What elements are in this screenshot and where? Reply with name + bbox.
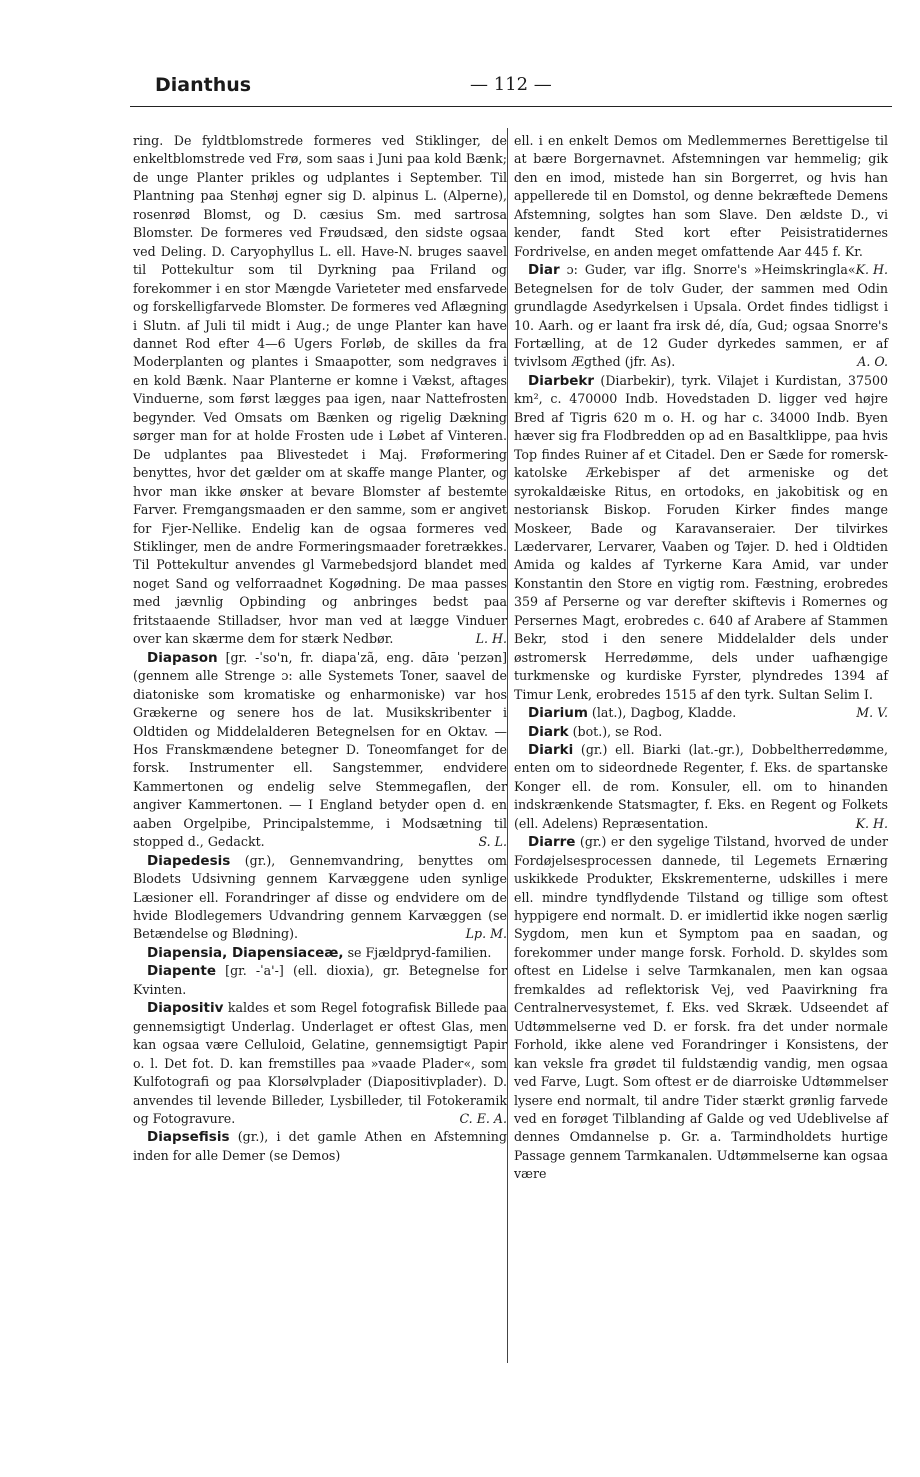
- entry-text: (gr.) ell. Biarki (lat.-gr.), Dobbeltherredømme, enten om to sideordnede Regenter, f. Eks. de spartanske Konger ell. de rom. Konsuler, ell. om to hinanden indskrænkende Statsmagter, f. Eks. en Regent og Folkets (ell. Adelens) Repræsentation.: [514, 741, 888, 831]
- entry-text: se Fjældpryd-familien.: [347, 944, 492, 960]
- dictionary-entry: [133, 1128, 507, 1165]
- continued-text: [133, 132, 507, 649]
- page-header: [155, 74, 767, 104]
- dictionary-entry: [133, 852, 507, 944]
- author-signature: K. H.: [855, 262, 888, 278]
- entry-text: ell. i en enkelt Demos om Medlemmernes Berettigelse til at bære Borgernavnet. Afstemningen var hemmelig; gik den en imod, mistede han sin Borgerret, og hvis han appellerede til en Domstol, og denne bekræftede Demens Afstemning, solgtes han som Slave. Den ældste D., vi kender, fandt Sted kort efter Peisistratidernes Fordrivelse, en anden meget omfattende Aar 445 f. Kr.: [514, 133, 888, 259]
- entry-text: ring. De fyldtblomstrede formeres ved Stiklinger, de enkeltblomstrede ved Frø, som saas i Juni paa kold Bænk; de unge Planter prikles og udplantes i September. Til Plantning paa Stenhøj egner sig D. alpinus L. (Alperne), rosenrød Blomst, og D. cæsius Sm. med sartrosa Blomster. De formeres ved Frøudsæd, den sidste ogsaa ved Deling. D. Caryophyllus L. ell. Have-N. bruges saavel til Pottekultur som til Dyrkning paa Friland og forekommer i en stor Mængde Varieteter med ensfarvede og forskelligfarvede Blomster. De formeres ved Aflægning i Slutn. af Juli til midt i Aug.; de unge Planter kan have dannet Rod efter 4—6 Ugers Forløb, de skilles da fra Moderplanten og plantes i Smaapotter, som nedgraves i en kold Bænk. Naar Planterne er komne i Vækst, aftages Vinduerne, som først lægges paa igen, naar Nattefrosten begynder. Ved Omsats om Bænken og rigelig Dækning sørger man for at holde Frosten ude i Løbet af Vinteren. De udplantes paa Blivestedet i Maj. Frøformering benyttes, hvor det gælder om at skaffe mange Planter, og hvor man ikke ønsker at bevare Blomster af bestemte Farver. Fremgangsmaaden er den samme, som er angivet for Fjer-Nellike. Endelig kan de ogsaa formeres ved Stiklinger, men de andre Formeringsmaader foretrækkes. Til Pottekultur anvendes gl Varmebedsjord blandet med noget Sand og velforraadnet Kogødning. De maa passes med jævnlig Opbinding og anbringes bedst paa fritstaaende Stilladser, hvor man ved at lægge Vinduer over kan skærme dem for stærk Nedbør.: [133, 133, 507, 647]
- author-signature: Lp. M.: [465, 926, 507, 942]
- entry-text: [gr. -ˈso'n, fr. diapaˈzã, eng. dāɪə ˈpeɪzən] (gennem alle Strenge ɔ: alle Systemets Toner, saavel de diatoniske som kromatiske og enharmoniske) var hos Grækerne og senere hos de lat. Musikskribenter i Oldtiden og Middelalderen Betegnelsen for en Oktav. — Hos Franskmændene betegner D. Toneomfanget for de forsk. Instrumenter ell. Sangstemmer, endvidere Kammertonen og endelig selve Stemmegaflen, der angiver Kammertonen. — I England betyder open d. en aaben Orgelpibe, Principalstemme, i Modsætning til stopped d., Gedackt.: [133, 649, 507, 850]
- author-signature: M. V.: [856, 705, 888, 721]
- entry-text: (gr.), Gennemvandring, benyttes om Blodets Udsivning gennem Karvæggene uden synlige Læsioner ell. Forandringer af disse og endvidere om de hvide Blodlegemers Udvandring gennem Karvæggen (se Betændelse og Blødning).: [133, 852, 507, 942]
- dictionary-entry: [133, 999, 507, 1128]
- column-divider: [507, 128, 508, 1363]
- dictionary-entry: [514, 261, 888, 372]
- dictionary-entry: [514, 723, 888, 741]
- running-head: Dianthus: [155, 74, 252, 96]
- author-signature: C. E. A.: [459, 1111, 507, 1127]
- header-rule: [130, 106, 892, 107]
- headword: Diarium: [528, 705, 588, 722]
- dictionary-entry: [133, 649, 507, 852]
- entry-text: (gr.) er den sygelige Tilstand, hvorved de under Fordøjelsesprocessen dannede, til Legemets Ernæring uskikkede Produkter, Ekskrementerne, udskilles i mere ell. mindre tyndflydende Tilstand og tillige som oftest hyppigere end normalt. D. er imidlertid ikke nogen særlig Sygdom, men kun et Symptom paa en saadan, og forekommer under mange forsk. Forhold. D. skyldes som oftest en Lidelse i selve Tarmkanalen, men kan ogsaa fremkaldes ad reflektorisk Vej, ved Paavirkning fra Centralnervesystemet, f. Eks. ved Skræk. Udseendet af Udtømmelserne ved D. er forsk. fra det under normale Forhold, ikke alene ved Forandringer i Konsistens, der kan veksle fra grødet til fuldstændig vandig, men ogsaa ved Farve, Lugt. Som oftest er de diarroiske Udtømmelser lysere end normalt, til andre Tider stærkt grønlig farvede ved en forøget Tilblanding af Galde og ved Udeblivelse af dennes Omdannelse p. Gr. a. Tarmindholdets hurtige Passage gennem Tarmkanalen. Udtømmelserne kan ogsaa være: [514, 834, 889, 1182]
- headword: Diapensia, Diapensiaceæ,: [147, 944, 344, 961]
- headword: Diapositiv: [147, 1000, 224, 1017]
- headword: Diapedesis: [147, 852, 231, 869]
- author-signature: S. L.: [478, 834, 507, 850]
- page-number: — 112 —: [470, 74, 552, 95]
- headword: Diark: [528, 723, 569, 740]
- author-signature: L. H.: [475, 631, 507, 647]
- dictionary-entry: [133, 944, 507, 962]
- headword: Diapente: [147, 963, 216, 980]
- headword: Diar: [528, 262, 560, 279]
- right-column: [514, 132, 888, 1184]
- headword: Diapason: [147, 649, 218, 666]
- dictionary-entry: [514, 741, 888, 833]
- entry-text: (gr.), i det gamle Athen en Afstemning inden for alle Demer (se Demos): [133, 1129, 507, 1163]
- headword: Diarre: [528, 834, 576, 851]
- headword: Diapsefisis: [147, 1129, 230, 1146]
- entry-text: ɔ: Guder, var iflg. Snorre's »Heimskringla« Betegnelsen for de tolv Guder, der sammen med Odin grundlagde Asedyrkelsen i Upsala. Ordet findes tidligst i 10. Aarh. og er laant fra irsk dé, día, Gud; ogsaa Snorre's Fortælling, at de 12 Guder dyrkedes sammen, er af tvivlsom Ægthed (jfr. As).: [514, 262, 888, 370]
- author-signature: A. O.: [857, 354, 888, 370]
- entry-text: kaldes et som Regel fotografisk Billede paa gennemsigtigt Underlag. Underlaget er oftest Glas, men kan ogsaa være Celluloid, Gelatine, gennemsigtigt Papir o. l. Det fot. D. kan fremstilles paa »vaade Plader«, som Kulfotografi og paa Klorsølvplader (Diapositivplader). D. anvendes til levende Billeder, Lysbilleder, til Fotokeramik og Fotogravure.: [133, 1000, 507, 1127]
- entry-text: [gr. -ˈa'-] (ell. dioxia), gr. Betegnelse for Kvinten.: [133, 963, 507, 997]
- entry-text: (bot.), se Rod.: [572, 723, 663, 739]
- headword: Diarbekr: [528, 372, 595, 389]
- dictionary-entry: [133, 962, 507, 999]
- entry-text: (Diarbekir), tyrk. Vilajet i Kurdistan, 37500 km², c. 470000 Indb. Hovedstaden D. ligger ved højre Bred af Tigris 620 m o. H. og har c. 34000 Indb. Byen hæver sig fra Flodbredden op ad en Basaltklippe, paa hvis Top findes Ruiner af et Citadel. Den er Sæde for romersk-katolske Ærkebisper af det armeniske og det syrokaldæiske Ritus, en ortodoks, en jakobitisk og en nestoriansk Biskop. Foruden Kirker findes mange Moskeer, Bade og Karavanseraier. Der tilvirkes Lædervarer, Lervarer, Vaaben og Tøjer. D. hed i Oldtiden Amida og kaldes af Tyrkerne Kara Amid, var under Konstantin den Store en vigtig rom. Fæstning, erobredes 359 af Perserne og var derefter skiftevis i Romernes og Persernes Magt, erobredes c. 640 af Arabere af Stammen Bekr, stod i den senere Middelalder dels under østromersk Herredømme, dels under uafhængige turkmenske og kurdiske Fyrster, plyndredes 1394 af Timur Lenk, erobredes 1515 af den tyrk. Sultan Selim I.: [514, 372, 889, 702]
- left-column: [133, 132, 507, 1165]
- dictionary-entry: [514, 704, 888, 722]
- author-signature: K. H.: [855, 815, 888, 831]
- dictionary-entry: [514, 833, 888, 1184]
- headword: Diarki: [528, 741, 574, 758]
- entry-text: (lat.), Dagbog, Kladde.: [591, 705, 737, 721]
